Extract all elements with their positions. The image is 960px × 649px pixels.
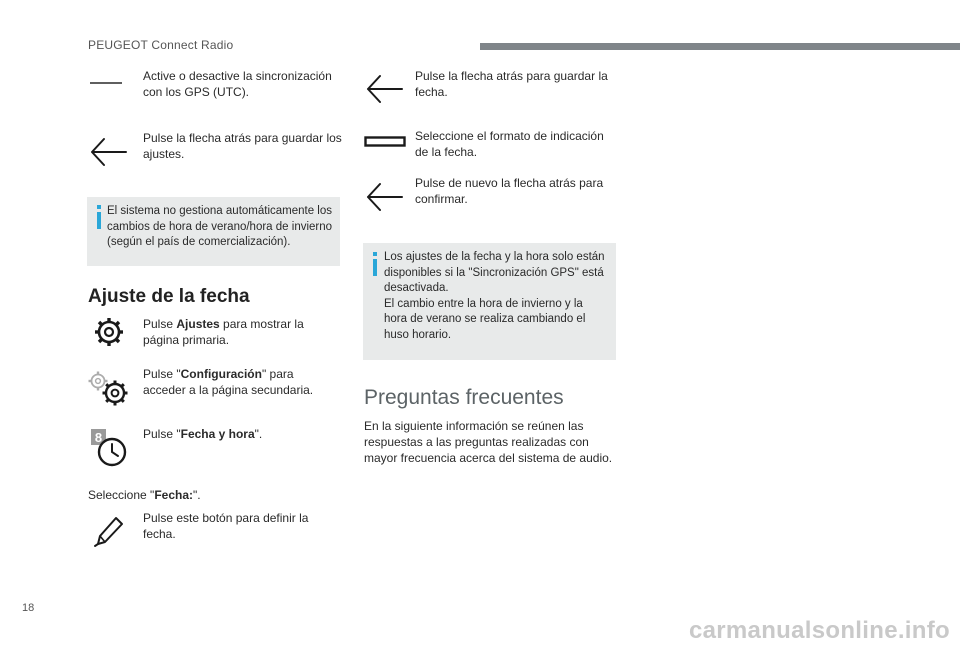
header-title: PEUGEOT Connect Radio (88, 38, 234, 52)
page-number: 18 (22, 602, 35, 614)
section-title-fecha: Ajuste de la fecha (88, 286, 250, 307)
format-bar-icon (364, 135, 406, 149)
note-gps-text (384, 250, 606, 343)
step-save-date: Pulse la flecha atrás para guardar la fecha. (415, 69, 608, 99)
gear-icon (93, 316, 125, 348)
step-fecha-hora: Pulse "Fecha y hora". (143, 427, 263, 441)
back-arrow-icon (364, 180, 404, 214)
back-arrow-icon (364, 72, 404, 106)
faq-title: Preguntas frecuentes (364, 386, 564, 409)
step-define-date: Pulse este botón para definir la fecha. (143, 511, 309, 541)
gears-icon (88, 370, 130, 406)
step-save-settings: Pulse la flecha atrás para guardar los ajustes. (143, 131, 342, 161)
back-arrow-icon (88, 135, 128, 169)
step-gps-sync: Active o desactive la sincronización con los GPS (UTC). (143, 69, 332, 99)
step-confirm: Pulse de nuevo la flecha atrás para confirmar. (415, 176, 604, 206)
watermark-text: carmanualsonline.info (688, 617, 950, 644)
header-bar (480, 43, 960, 50)
calendar-badge-number: 8 (94, 430, 103, 445)
note-box-gps (363, 243, 616, 360)
info-icon (369, 252, 383, 278)
toggle-line-icon (88, 78, 124, 88)
clock-calendar-icon (90, 428, 130, 468)
pencil-icon (92, 514, 126, 548)
note-gps-line2: El cambio entre la hora de invierno y la hora de verano se realiza cambiando el huso horario. (384, 297, 586, 341)
select-fecha-text: Seleccione "Fecha:". (88, 488, 201, 502)
info-icon (93, 205, 107, 231)
note-dst-text: El sistema no gestiona automáticamente los cambios de hora de verano/hora de invierno (según el país de comercialización). (107, 205, 333, 248)
note-gps-line1: Los ajustes de la fecha y la hora solo están disponibles si la "Sincronización GPS" está desactivada. (384, 251, 605, 294)
note-box-dst (87, 197, 340, 266)
faq-text: En la siguiente información se reúnen las respuestas a las preguntas realizadas con mayor frecuencia acerca del sistema de audio. (364, 419, 613, 465)
step-configuracion: Pulse "Configuración" para acceder a la página secundaria. (143, 367, 314, 397)
step-ajustes: Pulse Ajustes para mostrar la página primaria. (143, 317, 304, 347)
step-date-format: Seleccione el formato de indicación de la fecha. (415, 129, 604, 159)
